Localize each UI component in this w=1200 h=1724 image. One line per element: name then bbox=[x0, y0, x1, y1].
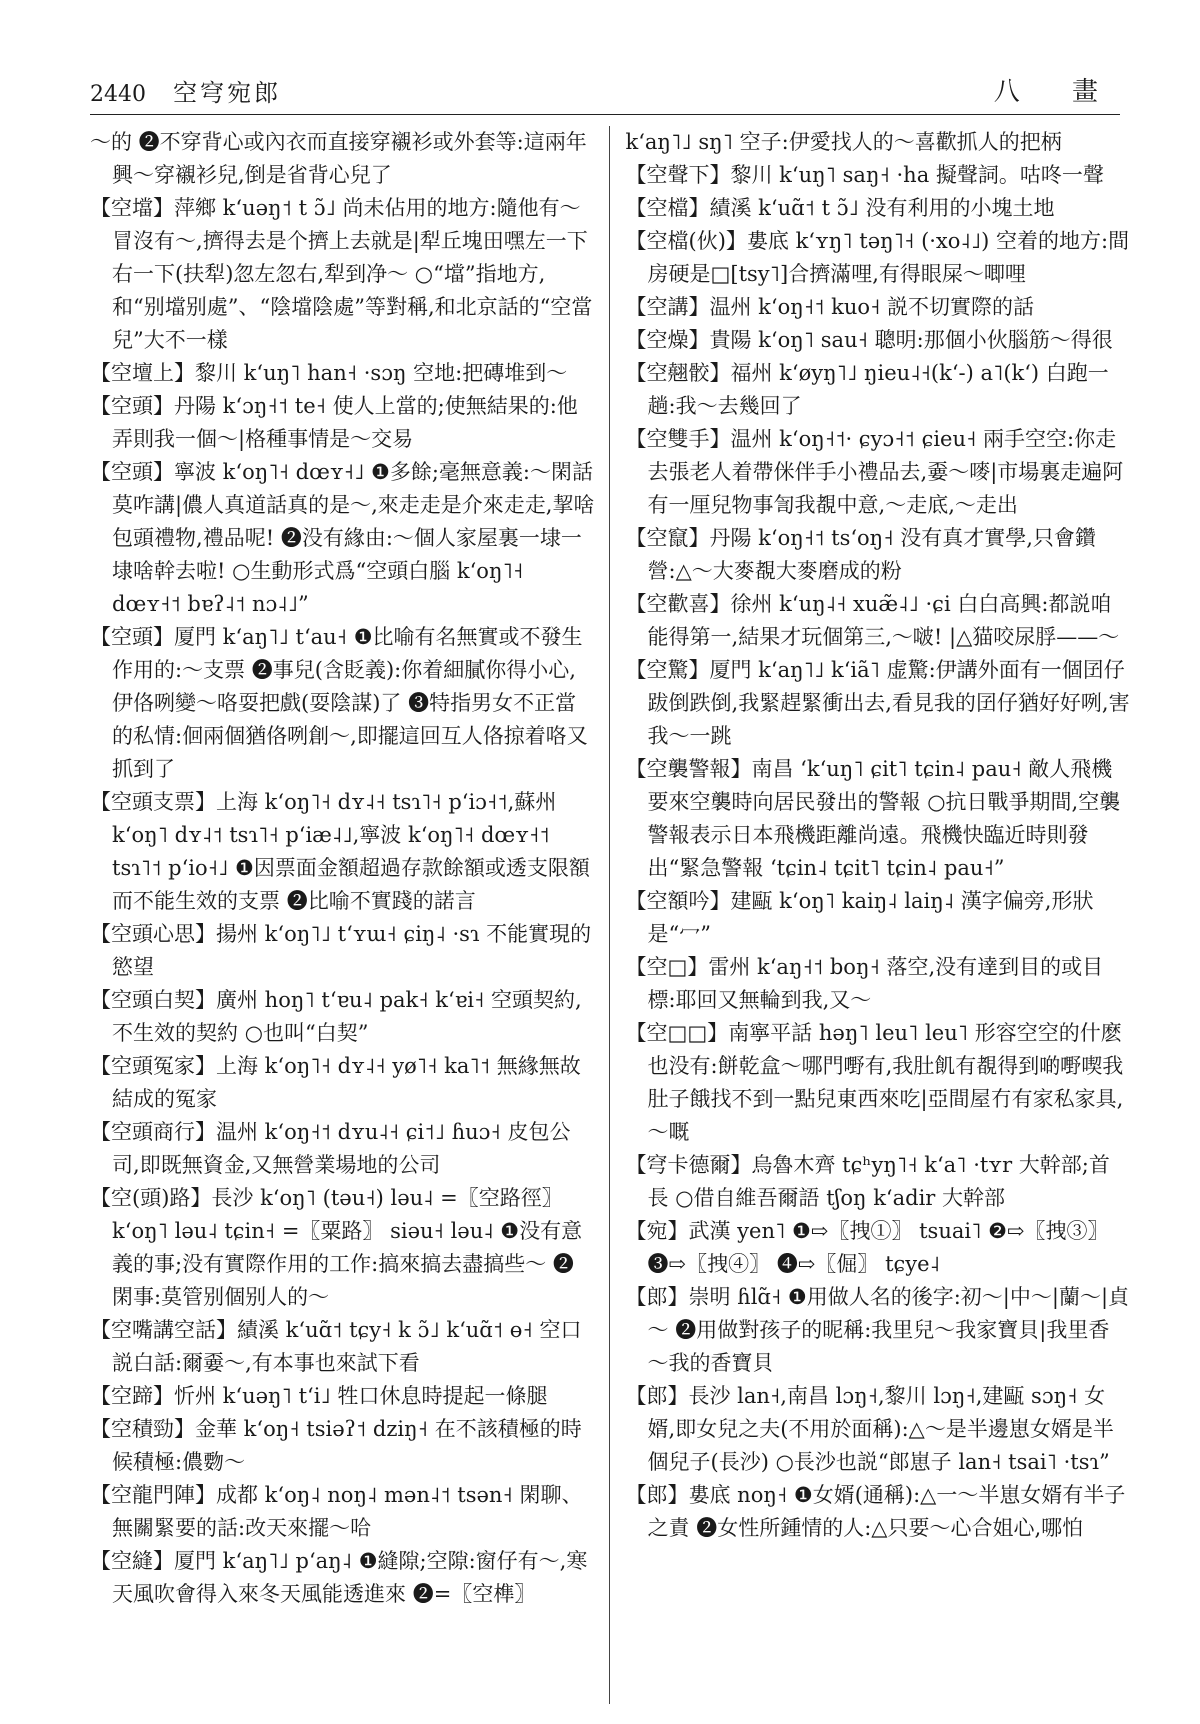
entry-headword: 【宛】 bbox=[625, 1219, 689, 1243]
dictionary-entry bbox=[90, 192, 595, 357]
entry-text: 温州 kʻoŋ˧˦ dʏu˨˧ ɕi˦˩ ɦuɔ˧ 皮包公司,即既無資金,又無營業場地的公司 bbox=[112, 1120, 571, 1177]
entry-text: 長沙 lan˧,南昌 lɔŋ˧,黎川 lɔŋ˧,建甌 sɔŋ˧ 女婿,即女兒之夫(不用於面稱):△～是半邊崽女婿是半個兒子(長沙) ○長沙也説“郎崽子 lan˧ tsai˥ ·tsɿ” bbox=[647, 1384, 1114, 1474]
entry-text: kʻaŋ˥˩ sŋ˥ 空子:伊愛找人的～喜歡抓人的把柄 bbox=[625, 130, 1062, 154]
dictionary-entry bbox=[90, 390, 595, 456]
entry-headword: 【穹卡德爾】 bbox=[625, 1153, 752, 1177]
entry-text: 厦門 kʻaŋ˥˩ kʻiã˥ 虚驚:伊講外面有一個囝仔跋倒跌倒,我緊趕緊衝出去,看見我的囝仔猶好好咧,害我～一跳 bbox=[647, 658, 1130, 748]
dictionary-entry bbox=[90, 1479, 595, 1545]
entry-headword: 【郎】 bbox=[625, 1483, 689, 1507]
entry-headword: 【空翹骹】 bbox=[625, 361, 731, 385]
entry-text: 烏魯木齊 tɕʰyŋ˥˧ kʻa˥ ·tʏr 大幹部;首長 ○借自維吾爾語 tʃoŋ kʻadir 大幹部 bbox=[647, 1153, 1110, 1210]
entry-headword: 【空頭】 bbox=[90, 460, 174, 484]
entry-text: 雷州 kʻaŋ˧˦ boŋ˧ 落空,没有達到目的或目標:耶回又無輪到我,又～ bbox=[647, 955, 1104, 1012]
dictionary-entry bbox=[626, 1281, 1131, 1380]
entry-headword: 【空縫】 bbox=[90, 1549, 174, 1573]
left-column bbox=[90, 126, 609, 1704]
entry-text: 揚州 kʻoŋ˥˩ tʻʏɯ˧ ɕiŋ˨ ·sɿ 不能實現的慾望 bbox=[112, 922, 592, 979]
entry-text: 温州 kʻoŋ˧˦ kuo˧ 説不切實際的話 bbox=[709, 295, 1035, 319]
entry-text: 成都 kʻoŋ˨ noŋ˨ mən˨˦ tsən˧ 閑聊、無關緊要的話:改天來擺～哈 bbox=[112, 1483, 583, 1540]
entry-headword: 【空頭支票】 bbox=[90, 790, 216, 814]
dictionary-entry bbox=[90, 1380, 595, 1413]
entry-text: 寧波 kʻoŋ˥˧ dœʏ˧˩ ❶多餘;毫無意義:～閑話莫咋講|儂人真道話真的是～,來走走是介來走走,挈啥包頭禮物,禮品呢! ❷没有緣由:～個人家屋裏一埭一埭啥幹去啦! ○生動形式爲“空頭白腦 kʻoŋ˥˧ dœʏ˧˦ bɐʔ˨˦ nɔ˨˩” bbox=[112, 460, 595, 616]
entry-text: 温州 kʻoŋ˧˦· ɕyɔ˧˦ ɕieu˧ 兩手空空:你走去張老人着帶侎伴手小禮品去,嫑～嘜|市場裏走遍阿有一厘兒物事訇我覩中意,～走底,～走出 bbox=[647, 427, 1124, 517]
dictionary-entry bbox=[626, 753, 1131, 885]
page-number: 2440 bbox=[90, 82, 146, 107]
page-body bbox=[90, 126, 1130, 1704]
entry-headword: 【空嘴講空話】 bbox=[90, 1318, 237, 1342]
running-headwords: 空穹宛郎 bbox=[173, 79, 282, 107]
dictionary-entry bbox=[626, 885, 1131, 951]
entry-text: 南昌 ʻkʻuŋ˥ ɕit˥ tɕin˨ pau˧ 敵人飛機要來空襲時向居民發出的警報 ○抗日戰爭期間,空襲警報表示日本飛機距離尚遠。飛機快臨近時則發出“緊急警報 ʻtɕin˨ tɕit˥ tɕin˨ pau˧” bbox=[647, 757, 1121, 880]
dictionary-entry bbox=[626, 588, 1131, 654]
entry-headword: 【空講】 bbox=[625, 295, 710, 319]
section-label: 八 畫 bbox=[993, 77, 1120, 107]
dictionary-entry bbox=[626, 423, 1131, 522]
dictionary-entry bbox=[90, 918, 595, 984]
entry-text: 丹陽 kʻɔŋ˧˦ te˧ 使人上當的;使無結果的:他弄則我一個～|格種事情是～交易 bbox=[112, 394, 578, 451]
dictionary-entry bbox=[626, 951, 1131, 1017]
entry-headword: 【空檔(伙)】 bbox=[625, 229, 747, 253]
entry-text: 上海 kʻoŋ˥˧ dʏ˨˧ tsɿ˥˧ pʻiɔ˧˦,蘇州 kʻoŋ˥ dʏ˨˦ tsɿ˥˧ pʻiæ˨˩,寧波 kʻoŋ˥˧ dœʏ˧˦ tsɿ˥˦ pʻio˧˩ ❶因票面金額超過存款餘額或透支限額而不能生效的支票 ❷比喻不實踐的諾言 bbox=[112, 790, 590, 913]
entry-headword: 【空襲警報】 bbox=[625, 757, 752, 781]
entry-headword: 【空額吟】 bbox=[625, 889, 731, 913]
entry-headword: 【郎】 bbox=[625, 1285, 689, 1309]
dictionary-entry bbox=[90, 1182, 595, 1314]
entry-headword: 【空□□】 bbox=[625, 1021, 729, 1045]
entry-text: 貴陽 kʻoŋ˥ sau˧ 聰明:那個小伙腦筋～得很 bbox=[709, 328, 1113, 352]
entry-text: 福州 kʻøyŋ˥˩ ŋieu˨˧(kʻ-) a˥(kʻ) 白跑一趟:我～去幾回了 bbox=[647, 361, 1109, 418]
entry-text: 廣州 hoŋ˥ tʻɐu˨ pak˧ kʻɐi˧ 空頭契約,不生效的契約 ○也叫“白契” bbox=[112, 988, 582, 1045]
entry-text: 黎川 kʻuŋ˥ saŋ˧ ·ha 擬聲詞。咕咚一聲 bbox=[730, 163, 1104, 187]
entry-headword: 【空頭心思】 bbox=[90, 922, 216, 946]
entry-headword: 【空雙手】 bbox=[625, 427, 731, 451]
dictionary-entry bbox=[90, 456, 595, 621]
dictionary-entry bbox=[90, 984, 595, 1050]
dictionary-entry bbox=[626, 654, 1131, 753]
dictionary-entry bbox=[626, 1380, 1131, 1479]
entry-headword: 【空聲下】 bbox=[625, 163, 731, 187]
dictionary-entry bbox=[626, 192, 1131, 225]
dictionary-entry bbox=[626, 324, 1131, 357]
entry-headword: 【空頭冤家】 bbox=[90, 1054, 216, 1078]
entry-text: 南寧平話 həŋ˥ leu˥ leu˥ 形容空空的什麽也没有:餅乾盒～哪門嘢有,我肚飢有覩得到啲嘢喫我肚子餓找不到一點兒東西來吃|亞間屋冇有家私家具,～嘅 bbox=[647, 1021, 1124, 1144]
dictionary-entry bbox=[90, 1545, 595, 1611]
dictionary-entry bbox=[626, 1149, 1131, 1215]
entry-text: 丹陽 kʻoŋ˧˦ tsʻoŋ˧ 没有真才實學,只會鑽營:△～大麥覩大麥磨成的粉 bbox=[647, 526, 1096, 583]
dictionary-entry bbox=[90, 786, 595, 918]
dictionary-entry bbox=[626, 291, 1131, 324]
entry-text: 建甌 kʻoŋ˥ kaiŋ˨ laiŋ˨ 漢字偏旁,形狀是“冖” bbox=[647, 889, 1094, 946]
entry-text: 武漢 yen˥ ❶⇨〖拽①〗 tsuai˥ ❷⇨〖拽③〗 ❸⇨〖拽④〗 ❹⇨〖倔〗 tɕye˨ bbox=[647, 1219, 1109, 1276]
dictionary-entry bbox=[90, 1314, 595, 1380]
entry-headword: 【空檔】 bbox=[625, 196, 710, 220]
dictionary-entry bbox=[626, 1479, 1131, 1545]
entry-headword: 【空(頭)路】 bbox=[90, 1186, 212, 1210]
entry-text: 萍鄉 kʻuəŋ˦ t ɔ̃˩ 尚未佔用的地方:隨他有～冒沒有～,擠得去是个擠上去就是|犁丘塊田嘿左一下右一下(扶犁)忽左忽右,犁到净～ ○“壋”指地方,和“别壋别處”、“陰壋陰處”等對稱,和北京話的“空當兒”大不一樣 bbox=[112, 196, 593, 352]
entry-headword: 【空積勁】 bbox=[90, 1417, 195, 1441]
entry-headword: 【空壋】 bbox=[90, 196, 174, 220]
entry-text: 厦門 kʻaŋ˥˩ pʻaŋ˨ ❶縫隙;空隙:窗仔有～,寒天風吹會得入來冬天風能透進來 ❷=〖空榫〗 bbox=[112, 1549, 588, 1606]
entry-headword: 【空頭白契】 bbox=[90, 988, 216, 1012]
entry-text: 上海 kʻoŋ˥˧ dʏ˨˧ yø˥˧ ka˥˦ 無緣無故結成的冤家 bbox=[112, 1054, 581, 1111]
entry-text: 黎川 kʻuŋ˥ han˧ ·sɔŋ 空地:把磚堆到～ bbox=[195, 361, 568, 385]
page-header bbox=[90, 64, 1120, 115]
dictionary-entry bbox=[90, 621, 595, 786]
entry-headword: 【空竄】 bbox=[625, 526, 710, 550]
entry-headword: 【空燥】 bbox=[625, 328, 710, 352]
entry-text: 長沙 kʻoŋ˥ (təu˧) ləu˨ =〖空路徑〗 kʻoŋ˥ ləu˨ tɕin˧ =〖粟路〗 siəu˧ ləu˨ ❶没有意義的事;没有實際作用的工作:搞來搞去盡搞些～ ❷閑事:莫管别個别人的～ bbox=[112, 1186, 583, 1309]
entry-text: 金華 kʻoŋ˧ tsiəʔ˦ dziŋ˧ 在不該積極的時候積極:儂覅～ bbox=[112, 1417, 582, 1474]
dictionary-entry bbox=[90, 1050, 595, 1116]
dictionary-entry bbox=[626, 126, 1131, 159]
right-column bbox=[609, 126, 1131, 1704]
dictionary-entry bbox=[90, 357, 595, 390]
dictionary-entry bbox=[626, 225, 1131, 291]
entry-headword: 【空□】 bbox=[625, 955, 709, 979]
dictionary-entry bbox=[626, 1017, 1131, 1149]
entry-text: ～的 ❷不穿背心或內衣而直接穿襯衫或外套等:這兩年興～穿襯衫兒,倒是省背心兒了 bbox=[90, 130, 587, 187]
entry-text: 績溪 kʻuɑ̃˦ tɕy˧ k ɔ̃˩ kʻuɑ̃˦ ɵ˧ 空口説白話:爾嫑～,有本事也來試下看 bbox=[112, 1318, 582, 1375]
dictionary-entry bbox=[90, 1413, 595, 1479]
entry-headword: 【空頭】 bbox=[90, 394, 174, 418]
dictionary-entry bbox=[626, 522, 1131, 588]
dictionary-entry bbox=[626, 1215, 1131, 1281]
dictionary-entry bbox=[90, 1116, 595, 1182]
entry-text: 忻州 kʻuəŋ˥ tʻi˩ 牲口休息時提起一條腿 bbox=[174, 1384, 548, 1408]
entry-text: 婁底 kʻʏŋ˥ təŋ˥˧ (·xo˨˩) 空着的地方:間房硬是□[tsy˥]合擠滿哩,有得眼屎～唧哩 bbox=[647, 229, 1130, 286]
entry-text: 厦門 kʻaŋ˥˩ tʻau˧ ❶比喻有名無實或不發生作用的:～支票 ❷事兒(含貶義):你着細膩你得小心,伊佫咧變～咯耍把戲(耍陰謀)了 ❸特指男女不正當的私情:佪兩個猶佫咧創～,即擺這回互人佫掠着咯又抓到了 bbox=[112, 625, 588, 781]
entry-headword: 【空龍門陣】 bbox=[90, 1483, 216, 1507]
entry-headword: 【空壇上】 bbox=[90, 361, 195, 385]
entry-text: 徐州 kʻuŋ˨˧ xuæ̃˨˩ ·ɕi 白白高興:都説咱能得第一,結果才玩個第三,～啵! |△猫咬尿脬——～ bbox=[647, 592, 1120, 649]
dictionary-entry bbox=[626, 159, 1131, 192]
entry-headword: 【空頭】 bbox=[90, 625, 174, 649]
entry-headword: 【郎】 bbox=[625, 1384, 689, 1408]
entry-headword: 【空歡喜】 bbox=[625, 592, 731, 616]
entry-headword: 【空蹄】 bbox=[90, 1384, 174, 1408]
header-left bbox=[90, 73, 281, 108]
entry-headword: 【空頭商行】 bbox=[90, 1120, 216, 1144]
entry-text: 婁底 noŋ˧ ❶女婿(通稱):△一～半崽女婿有半子之責 ❷女性所鍾情的人:△只要～心合姐心,哪怕 bbox=[647, 1483, 1126, 1540]
dictionary-entry bbox=[90, 126, 595, 192]
entry-text: 績溪 kʻuɑ̃˦ t ɔ̃˩ 没有利用的小塊土地 bbox=[709, 196, 1055, 220]
dictionary-entry bbox=[626, 357, 1131, 423]
entry-text: 崇明 ɦlɑ̃˧ ❶用做人名的後字:初～|中～|蘭～|貞～ ❷用做對孩子的昵稱:我里兒～我家寶貝|我里香～我的香寶貝 bbox=[647, 1285, 1130, 1375]
entry-headword: 【空驚】 bbox=[625, 658, 710, 682]
